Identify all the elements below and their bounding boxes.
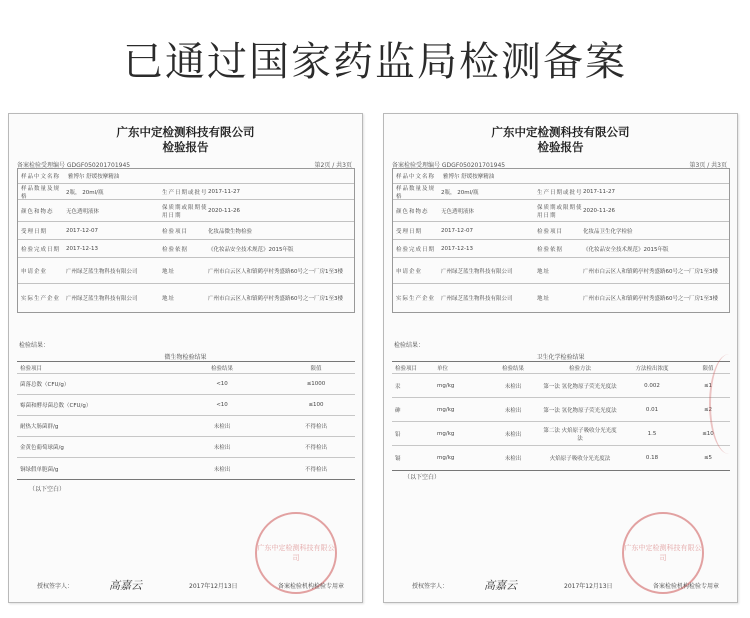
info-row-maker xyxy=(18,284,354,312)
table-cell: 铜绿假单胞菌/g xyxy=(20,466,59,473)
table-row xyxy=(17,395,355,416)
table-cell: 第一法 氢化物原子荧光光度法 xyxy=(543,383,617,390)
table-cell: 火焰原子吸收分光光度法 xyxy=(549,456,611,462)
table-cell: ≤100 xyxy=(308,402,324,408)
table-row xyxy=(17,374,355,395)
info-label: 地址 xyxy=(162,296,176,302)
info-row-accept xyxy=(393,222,729,240)
seal-text: 广东中定检测科技有限公司 xyxy=(257,544,335,562)
report-date: 2017年12月13日 xyxy=(564,583,613,590)
seal-note: 备案检验机构检验专用章 xyxy=(652,583,719,590)
table-cell: 未检出 xyxy=(213,445,231,451)
table-cell: 1.5 xyxy=(647,430,657,437)
blank-note: （以下空白） xyxy=(29,486,66,493)
report-date: 2017年12月13日 xyxy=(189,583,238,590)
info-row-sample-name xyxy=(18,169,354,184)
info-label: 样品数量及规格 xyxy=(396,185,436,200)
info-label: 检验依据 xyxy=(162,246,189,253)
table-cell: 0.002 xyxy=(644,382,660,389)
column-header: 检验项目 xyxy=(395,365,418,372)
table-cell: 0.18 xyxy=(645,455,659,461)
report-document-chemistry xyxy=(383,113,738,603)
seal-note: 备案检验机构检验专用章 xyxy=(277,583,344,590)
info-value: 雅博尔 舒缓按摩精油 xyxy=(443,174,495,180)
info-row-done xyxy=(393,240,729,258)
info-value: 2020-11-26 xyxy=(583,207,615,214)
column-header: 检验结果 xyxy=(501,365,524,372)
table-cell: 金黄色葡萄球菌/g xyxy=(20,445,64,451)
info-label: 申请企业 xyxy=(21,268,48,275)
report-document-microbiology xyxy=(8,113,363,603)
table-cell: <10 xyxy=(216,381,228,387)
info-value: 广州市白云区人和镇鹤亭村秀盛路60号之一厂房1至3楼 xyxy=(583,296,718,302)
info-row-sample-name xyxy=(393,169,729,184)
table-cell: 不得检出 xyxy=(304,445,327,451)
info-label: 检验完成日期 xyxy=(396,246,436,253)
column-header: 单位 xyxy=(437,365,449,372)
info-value: 化妆品微生物检验 xyxy=(208,228,253,235)
results-table-title: 卫生化学检验结果 xyxy=(536,354,585,361)
info-label: 检验项目 xyxy=(162,228,189,235)
report-footer xyxy=(384,578,737,590)
info-value: 广州市白云区人和镇鹤亭村秀盛路60号之一厂房1至3楼 xyxy=(208,268,343,275)
column-header: 限值 xyxy=(702,365,714,372)
report-title: 检验报告 xyxy=(537,140,584,154)
info-value: 化妆品卫生化学检验 xyxy=(583,228,633,235)
info-value: 2020-11-26 xyxy=(208,207,240,214)
info-label: 颜色和物态 xyxy=(396,208,429,215)
table-row xyxy=(392,446,730,470)
signer-label: 授权签字人： xyxy=(37,583,74,590)
table-row xyxy=(392,374,730,398)
table-cell: 未检出 xyxy=(213,424,231,430)
column-header: 检验方法 xyxy=(568,365,591,372)
column-header: 检验项目 xyxy=(20,365,43,372)
table-cell: 未检出 xyxy=(213,466,231,473)
info-value: 2017-12-07 xyxy=(66,227,98,234)
info-value: 2017-11-27 xyxy=(583,188,615,195)
results-header xyxy=(17,362,355,374)
info-value: 《化妆品安全技术规范》2015年版 xyxy=(583,246,669,253)
info-label: 样品数量及规格 xyxy=(21,185,61,200)
info-value: 2017-12-13 xyxy=(441,245,473,252)
results-table xyxy=(17,361,355,480)
table-row xyxy=(17,416,355,437)
info-value: 《化妆品安全技术规范》2015年版 xyxy=(208,246,294,253)
table-cell: 菌落总数（CFU/g） xyxy=(20,382,70,388)
table-row xyxy=(392,398,730,422)
info-row-applicant xyxy=(393,258,729,284)
table-cell: 0.01 xyxy=(645,406,659,413)
table-cell: 耐热大肠菌群/g xyxy=(20,424,59,430)
info-row-qty xyxy=(18,184,354,200)
info-label: 实际生产企业 xyxy=(396,296,436,302)
table-cell: 砷 xyxy=(395,407,401,414)
signature: 高嘉云 xyxy=(484,579,517,592)
table-cell: 不得检出 xyxy=(304,424,327,430)
page-number: 第2页 / 共3页 xyxy=(314,162,352,169)
table-cell: 未检出 xyxy=(504,407,522,414)
info-value: 广州市白云区人和镇鹤亭村秀盛路60号之一厂房1至3楼 xyxy=(583,268,718,275)
table-cell: ≤2 xyxy=(703,406,713,413)
table-cell: 未检出 xyxy=(504,456,522,462)
info-value: 2017-12-13 xyxy=(66,245,98,252)
sample-info-table xyxy=(392,168,730,313)
filing-number: 备案检验受理编号 GDGF050201701945 xyxy=(392,162,506,169)
results-table xyxy=(392,361,730,471)
table-cell: mg/kg xyxy=(437,382,455,389)
table-cell: ≤10 xyxy=(702,430,714,437)
column-header: 方法检出浓度 xyxy=(635,365,669,372)
table-cell: 不得检出 xyxy=(304,466,327,473)
info-value: 雅博尔 舒缓按摩精油 xyxy=(68,174,120,180)
info-row-color xyxy=(393,200,729,222)
info-label: 受理日期 xyxy=(396,228,423,235)
table-cell: mg/kg xyxy=(437,455,455,461)
table-row xyxy=(392,422,730,446)
info-label: 检验完成日期 xyxy=(21,246,61,253)
info-label: 地址 xyxy=(537,296,551,302)
table-row xyxy=(17,458,355,479)
table-cell: 霉菌和酵母菌总数（CFU/g） xyxy=(20,403,92,409)
info-label: 样品中文名称 xyxy=(21,174,61,180)
info-label: 样品中文名称 xyxy=(396,174,436,180)
table-cell: ≤5 xyxy=(703,455,713,461)
results-table-title: 微生物检验结果 xyxy=(164,354,207,361)
results-label: 检验结果： xyxy=(394,342,425,349)
info-row-color xyxy=(18,200,354,222)
table-cell: 镉 xyxy=(395,456,401,462)
company-name: 广东中定检测科技有限公司 xyxy=(116,125,255,139)
sample-info-table xyxy=(17,168,355,313)
info-value: 2017-11-27 xyxy=(208,188,240,195)
info-value: 2017-12-07 xyxy=(441,227,473,234)
column-header: 限值 xyxy=(310,365,322,372)
page-number: 第3页 / 共3页 xyxy=(689,162,727,169)
info-value: 广州绿芝蓝生物科技有限公司 xyxy=(441,268,513,275)
info-label: 检验项目 xyxy=(537,228,564,235)
seal-text: 广东中定检测科技有限公司 xyxy=(624,544,702,562)
info-label: 地址 xyxy=(537,268,551,275)
info-row-accept xyxy=(18,222,354,240)
info-value: 2瓶， 20ml/瓶 xyxy=(441,189,479,196)
info-label: 受理日期 xyxy=(21,228,48,235)
info-label: 保质期或限期使用日期 xyxy=(537,204,583,219)
info-row-done xyxy=(18,240,354,258)
info-label: 申请企业 xyxy=(396,268,423,275)
info-value: 广州绿芝蓝生物科技有限公司 xyxy=(441,296,513,302)
info-row-maker xyxy=(393,284,729,312)
info-value: 广州绿芝蓝生物科技有限公司 xyxy=(66,268,138,275)
table-cell: <10 xyxy=(216,402,228,408)
blank-note: （以下空白） xyxy=(404,474,441,481)
info-label: 检验依据 xyxy=(537,246,564,253)
table-row xyxy=(17,437,355,458)
table-cell: ≤1 xyxy=(703,382,713,389)
info-label: 实际生产企业 xyxy=(21,296,61,302)
info-value: 无色透明液体 xyxy=(441,208,475,215)
table-cell: 汞 xyxy=(395,383,401,390)
report-footer xyxy=(9,578,362,590)
results-label: 检验结果： xyxy=(19,342,50,349)
info-value: 2瓶， 20ml/瓶 xyxy=(66,189,104,196)
info-label: 生产日期或批号 xyxy=(537,189,583,196)
table-cell: ≤1000 xyxy=(306,381,326,387)
page-headline: 已通过国家药监局检测备案 xyxy=(123,39,627,85)
info-row-applicant xyxy=(18,258,354,284)
signer-label: 授权签字人： xyxy=(412,583,449,590)
info-label: 地址 xyxy=(162,268,176,275)
info-value: 广州绿芝蓝生物科技有限公司 xyxy=(66,296,138,302)
report-title: 检验报告 xyxy=(162,140,209,154)
company-name: 广东中定检测科技有限公司 xyxy=(491,125,630,139)
results-header xyxy=(392,362,730,374)
table-cell: 未检出 xyxy=(504,431,522,438)
table-cell: 铅 xyxy=(395,431,401,438)
table-cell: 第二法 火焰原子吸收分光光度法 xyxy=(543,427,617,442)
signature: 高嘉云 xyxy=(109,579,142,592)
column-header: 检验结果 xyxy=(210,365,233,372)
info-row-qty xyxy=(393,184,729,200)
info-label: 保质期或限期使用日期 xyxy=(162,204,208,219)
table-cell: mg/kg xyxy=(437,430,455,437)
info-label: 生产日期或批号 xyxy=(162,189,208,196)
info-label: 颜色和物态 xyxy=(21,208,54,215)
table-cell: 第一法 氢化物原子荧光光度法 xyxy=(543,407,617,414)
info-value: 广州市白云区人和镇鹤亭村秀盛路60号之一厂房1至3楼 xyxy=(208,296,343,302)
filing-number: 备案检验受理编号 GDGF050201701945 xyxy=(17,162,131,169)
table-cell: 未检出 xyxy=(504,383,522,390)
table-cell: mg/kg xyxy=(437,406,455,413)
info-value: 无色透明液体 xyxy=(66,208,100,215)
